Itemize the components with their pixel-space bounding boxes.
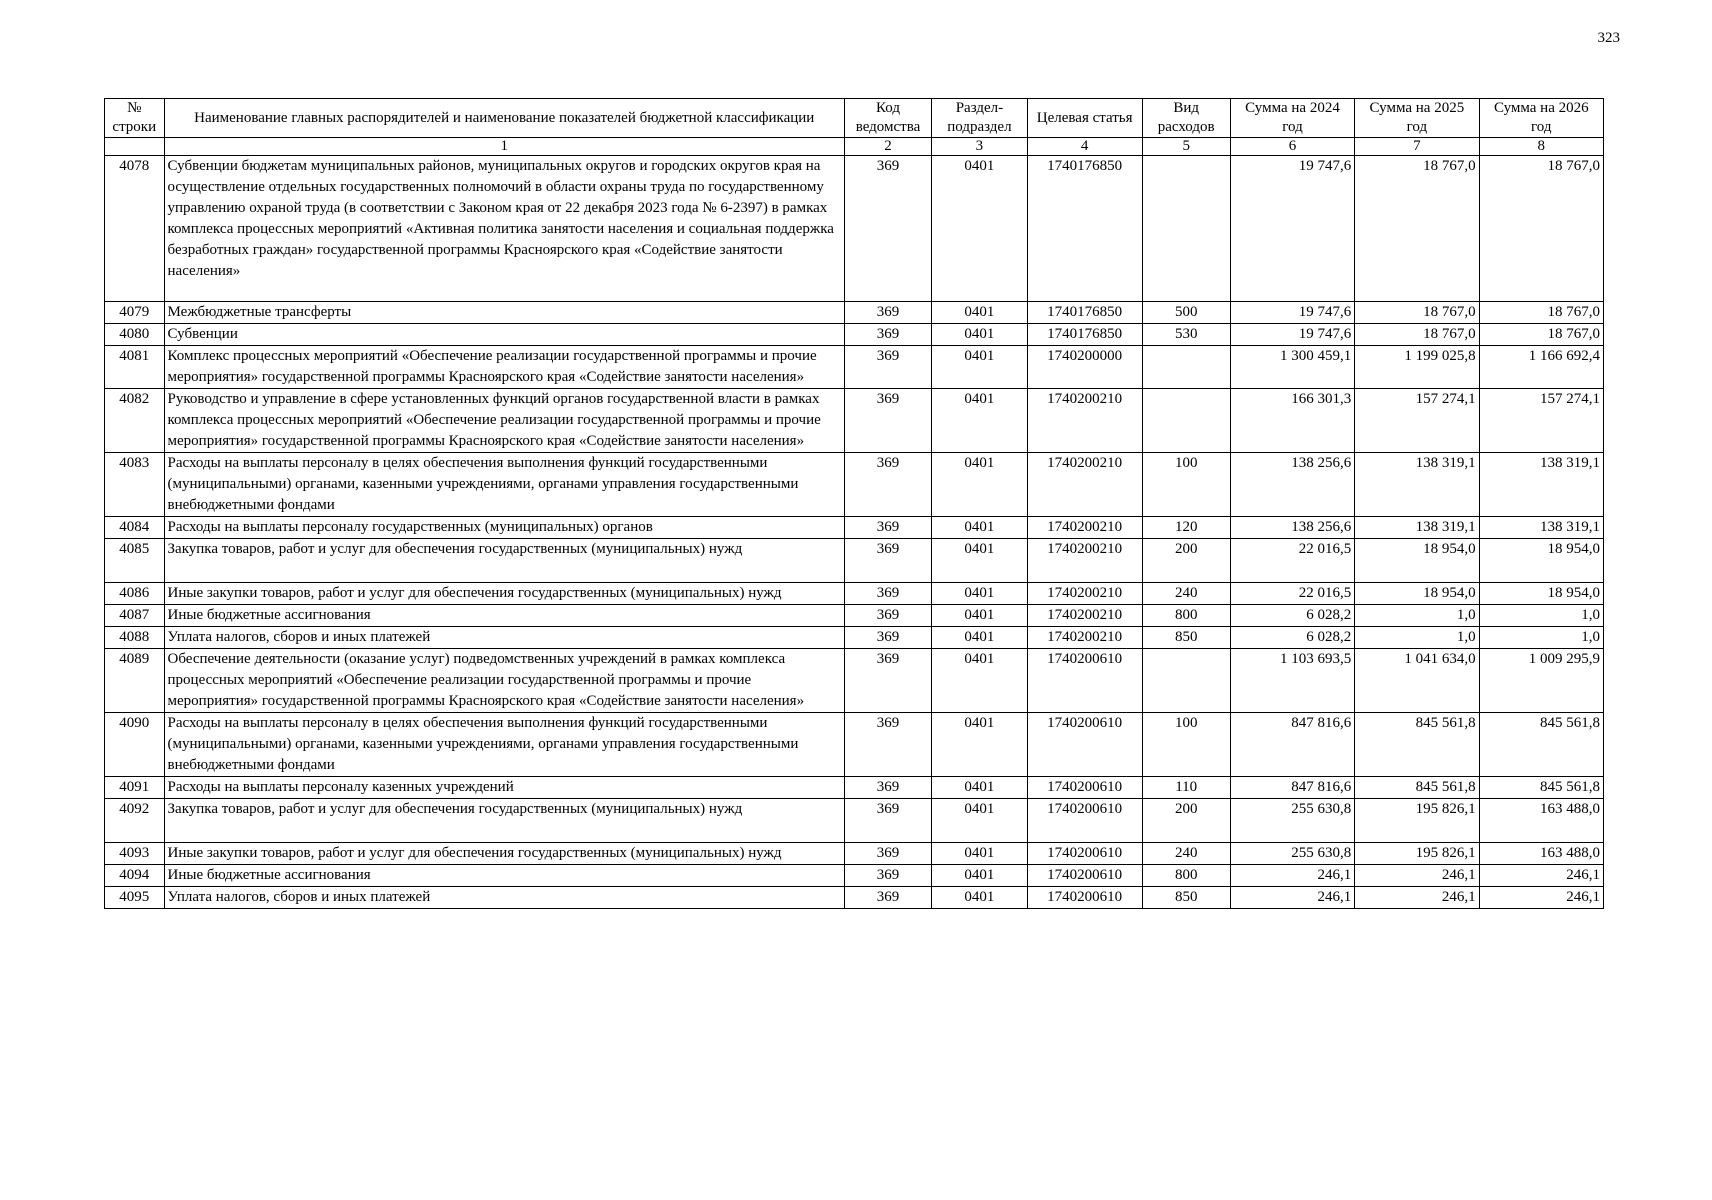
sum-2024: 19 747,6 [1230,302,1354,324]
expense-type: 110 [1142,777,1230,799]
table-row [105,865,1604,887]
sum-2025: 195 826,1 [1355,799,1479,843]
expense-type [1142,649,1230,713]
sum-2024: 22 016,5 [1230,583,1354,605]
column-number: 4 [1027,138,1142,156]
department-code: 369 [844,865,931,887]
row-number: 4082 [105,389,165,453]
header-row [105,99,1604,138]
expense-type: 500 [1142,302,1230,324]
row-name: Закупка товаров, работ и услуг для обеспечения государственных (муниципальных) нужд [164,539,844,583]
sum-2024: 19 747,6 [1230,156,1354,302]
column-number: 3 [932,138,1028,156]
sum-2026: 1,0 [1479,605,1603,627]
sum-2026: 138 319,1 [1479,517,1603,539]
table-row [105,887,1604,909]
department-code: 369 [844,605,931,627]
header-name: Наименование главных распорядителей и наименование показателей бюджетной классификации [164,99,844,138]
sum-2025: 1 199 025,8 [1355,346,1479,389]
sum-2024: 22 016,5 [1230,539,1354,583]
row-name: Уплата налогов, сборов и иных платежей [164,627,844,649]
header-target-article: Целевая статья [1027,99,1142,138]
column-number-row [105,138,1604,156]
section-code: 0401 [932,517,1028,539]
department-code: 369 [844,799,931,843]
header-expense-type: Вид расходов [1142,99,1230,138]
department-code: 369 [844,517,931,539]
sum-2025: 845 561,8 [1355,777,1479,799]
sum-2026: 18 954,0 [1479,539,1603,583]
row-number: 4095 [105,887,165,909]
row-name: Расходы на выплаты персоналу казенных учреждений [164,777,844,799]
column-number: 8 [1479,138,1603,156]
expense-type: 530 [1142,324,1230,346]
target-article: 1740176850 [1027,302,1142,324]
target-article: 1740200610 [1027,887,1142,909]
row-number: 4078 [105,156,165,302]
expense-type [1142,346,1230,389]
target-article: 1740200210 [1027,583,1142,605]
sum-2024: 255 630,8 [1230,843,1354,865]
department-code: 369 [844,627,931,649]
table-row [105,627,1604,649]
expense-type: 850 [1142,887,1230,909]
sum-2026: 845 561,8 [1479,777,1603,799]
header-sum-2024: Сумма на 2024 год [1230,99,1354,138]
expense-type: 240 [1142,843,1230,865]
sum-2025: 1,0 [1355,605,1479,627]
row-number: 4088 [105,627,165,649]
target-article: 1740200610 [1027,865,1142,887]
table-row [105,539,1604,583]
row-number: 4081 [105,346,165,389]
sum-2025: 1 041 634,0 [1355,649,1479,713]
sum-2024: 138 256,6 [1230,517,1354,539]
target-article: 1740200210 [1027,389,1142,453]
sum-2024: 246,1 [1230,865,1354,887]
header-row-number: № строки [105,99,165,138]
column-number: 1 [164,138,844,156]
sum-2026: 163 488,0 [1479,843,1603,865]
target-article: 1740200210 [1027,453,1142,517]
sum-2026: 18 767,0 [1479,156,1603,302]
row-name: Расходы на выплаты персоналу в целях обеспечения выполнения функций государственными (муниципальными) органами, казенными учреждениями, органами управления государственными внебюджетными фондами [164,453,844,517]
section-code: 0401 [932,887,1028,909]
department-code: 369 [844,302,931,324]
expense-type: 200 [1142,799,1230,843]
department-code: 369 [844,583,931,605]
row-number: 4079 [105,302,165,324]
sum-2024: 6 028,2 [1230,605,1354,627]
page-number: 323 [1597,30,1620,46]
column-number: 5 [1142,138,1230,156]
row-number: 4092 [105,799,165,843]
header-sum-2026: Сумма на 2026 год [1479,99,1603,138]
row-name: Субвенции [164,324,844,346]
table-row [105,324,1604,346]
target-article: 1740176850 [1027,324,1142,346]
department-code: 369 [844,843,931,865]
department-code: 369 [844,777,931,799]
section-code: 0401 [932,302,1028,324]
section-code: 0401 [932,324,1028,346]
table-row [105,799,1604,843]
row-name: Расходы на выплаты персоналу государственных (муниципальных) органов [164,517,844,539]
section-code: 0401 [932,843,1028,865]
table-row [105,583,1604,605]
row-number: 4091 [105,777,165,799]
department-code: 369 [844,649,931,713]
sum-2026: 1,0 [1479,627,1603,649]
expense-type: 120 [1142,517,1230,539]
sum-2025: 195 826,1 [1355,843,1479,865]
column-number [105,138,165,156]
expense-type: 850 [1142,627,1230,649]
target-article: 1740200210 [1027,539,1142,583]
row-name: Уплата налогов, сборов и иных платежей [164,887,844,909]
table-row [105,605,1604,627]
row-number: 4080 [105,324,165,346]
expense-type: 800 [1142,865,1230,887]
sum-2026: 157 274,1 [1479,389,1603,453]
department-code: 369 [844,346,931,389]
sum-2026: 18 767,0 [1479,324,1603,346]
sum-2026: 138 319,1 [1479,453,1603,517]
section-code: 0401 [932,713,1028,777]
sum-2024: 138 256,6 [1230,453,1354,517]
sum-2025: 157 274,1 [1355,389,1479,453]
target-article: 1740200210 [1027,605,1142,627]
table-row [105,389,1604,453]
table-row [105,517,1604,539]
sum-2025: 18 954,0 [1355,539,1479,583]
sum-2024: 166 301,3 [1230,389,1354,453]
row-number: 4094 [105,865,165,887]
sum-2026: 163 488,0 [1479,799,1603,843]
section-code: 0401 [932,156,1028,302]
sum-2026: 1 166 692,4 [1479,346,1603,389]
section-code: 0401 [932,777,1028,799]
section-code: 0401 [932,453,1028,517]
row-number: 4086 [105,583,165,605]
section-code: 0401 [932,649,1028,713]
row-name: Иные закупки товаров, работ и услуг для обеспечения государственных (муниципальных) нужд [164,583,844,605]
row-number: 4084 [105,517,165,539]
target-article: 1740200610 [1027,713,1142,777]
column-number: 7 [1355,138,1479,156]
target-article: 1740200610 [1027,843,1142,865]
table-row [105,156,1604,302]
sum-2026: 1 009 295,9 [1479,649,1603,713]
target-article: 1740200610 [1027,799,1142,843]
section-code: 0401 [932,346,1028,389]
target-article: 1740200210 [1027,517,1142,539]
table-row [105,346,1604,389]
section-code: 0401 [932,539,1028,583]
section-code: 0401 [932,583,1028,605]
target-article: 1740200610 [1027,777,1142,799]
department-code: 369 [844,324,931,346]
expense-type [1142,389,1230,453]
sum-2024: 847 816,6 [1230,713,1354,777]
expense-type: 100 [1142,713,1230,777]
sum-2025: 1,0 [1355,627,1479,649]
table-row [105,302,1604,324]
sum-2026: 246,1 [1479,865,1603,887]
row-name: Расходы на выплаты персоналу в целях обеспечения выполнения функций государственными (муниципальными) органами, казенными учреждениями, органами управления государственными внебюджетными фондами [164,713,844,777]
table-row [105,649,1604,713]
section-code: 0401 [932,605,1028,627]
sum-2024: 1 300 459,1 [1230,346,1354,389]
row-name: Межбюджетные трансферты [164,302,844,324]
sum-2024: 847 816,6 [1230,777,1354,799]
sum-2025: 18 767,0 [1355,156,1479,302]
sum-2025: 246,1 [1355,887,1479,909]
target-article: 1740200210 [1027,627,1142,649]
table-row [105,777,1604,799]
sum-2026: 246,1 [1479,887,1603,909]
header-department-code: Код ведомства [844,99,931,138]
sum-2026: 18 767,0 [1479,302,1603,324]
sum-2025: 246,1 [1355,865,1479,887]
column-number: 2 [844,138,931,156]
expense-type: 200 [1142,539,1230,583]
target-article: 1740176850 [1027,156,1142,302]
row-number: 4089 [105,649,165,713]
expense-type: 240 [1142,583,1230,605]
sum-2024: 6 028,2 [1230,627,1354,649]
table-row [105,843,1604,865]
section-code: 0401 [932,389,1028,453]
expense-type: 100 [1142,453,1230,517]
sum-2024: 1 103 693,5 [1230,649,1354,713]
budget-table [104,98,1604,909]
sum-2025: 845 561,8 [1355,713,1479,777]
expense-type [1142,156,1230,302]
row-name: Субвенции бюджетам муниципальных районов, муниципальных округов и городских округов края на осуществление отдельных государственных полномочий в области охраны труда по государственному управлению охраной труда (в соответствии с Законом края от 22 декабря 2023 года № 6-2397) в рамках комплекса процессных мероприятий «Активная политика занятости населения и социальная поддержка безработных граждан» государственной программы Красноярского края «Содействие занятости населения» [164,156,844,302]
row-number: 4087 [105,605,165,627]
section-code: 0401 [932,627,1028,649]
section-code: 0401 [932,865,1028,887]
row-number: 4093 [105,843,165,865]
row-name: Иные бюджетные ассигнования [164,865,844,887]
row-name: Закупка товаров, работ и услуг для обеспечения государственных (муниципальных) нужд [164,799,844,843]
row-name: Иные бюджетные ассигнования [164,605,844,627]
sum-2024: 255 630,8 [1230,799,1354,843]
department-code: 369 [844,713,931,777]
expense-type: 800 [1142,605,1230,627]
row-number: 4090 [105,713,165,777]
row-name: Обеспечение деятельности (оказание услуг) подведомственных учреждений в рамках комплекса процессных мероприятий «Обеспечение реализации государственной программы и прочие мероприятия» государственной программы Красноярского края «Содействие занятости населения» [164,649,844,713]
sum-2024: 19 747,6 [1230,324,1354,346]
target-article: 1740200000 [1027,346,1142,389]
row-name: Руководство и управление в сфере установленных функций органов государственной власти в рамках комплекса процессных мероприятий «Обеспечение реализации государственной программы и прочие мероприятия» государственной программы Красноярского края «Содействие занятости населения» [164,389,844,453]
sum-2025: 18 767,0 [1355,324,1479,346]
header-section: Раздел-подраздел [932,99,1028,138]
sum-2025: 18 767,0 [1355,302,1479,324]
sum-2025: 138 319,1 [1355,453,1479,517]
department-code: 369 [844,389,931,453]
header-sum-2025: Сумма на 2025 год [1355,99,1479,138]
sum-2024: 246,1 [1230,887,1354,909]
table-row [105,713,1604,777]
department-code: 369 [844,156,931,302]
table-row [105,453,1604,517]
section-code: 0401 [932,799,1028,843]
column-number: 6 [1230,138,1354,156]
sum-2026: 845 561,8 [1479,713,1603,777]
row-name: Комплекс процессных мероприятий «Обеспечение реализации государственной программы и прочие мероприятия» государственной программы Красноярского края «Содействие занятости населения» [164,346,844,389]
sum-2025: 18 954,0 [1355,583,1479,605]
row-number: 4083 [105,453,165,517]
department-code: 369 [844,539,931,583]
table-body [105,156,1604,909]
row-number: 4085 [105,539,165,583]
sum-2026: 18 954,0 [1479,583,1603,605]
department-code: 369 [844,453,931,517]
row-name: Иные закупки товаров, работ и услуг для обеспечения государственных (муниципальных) нужд [164,843,844,865]
department-code: 369 [844,887,931,909]
sum-2025: 138 319,1 [1355,517,1479,539]
target-article: 1740200610 [1027,649,1142,713]
